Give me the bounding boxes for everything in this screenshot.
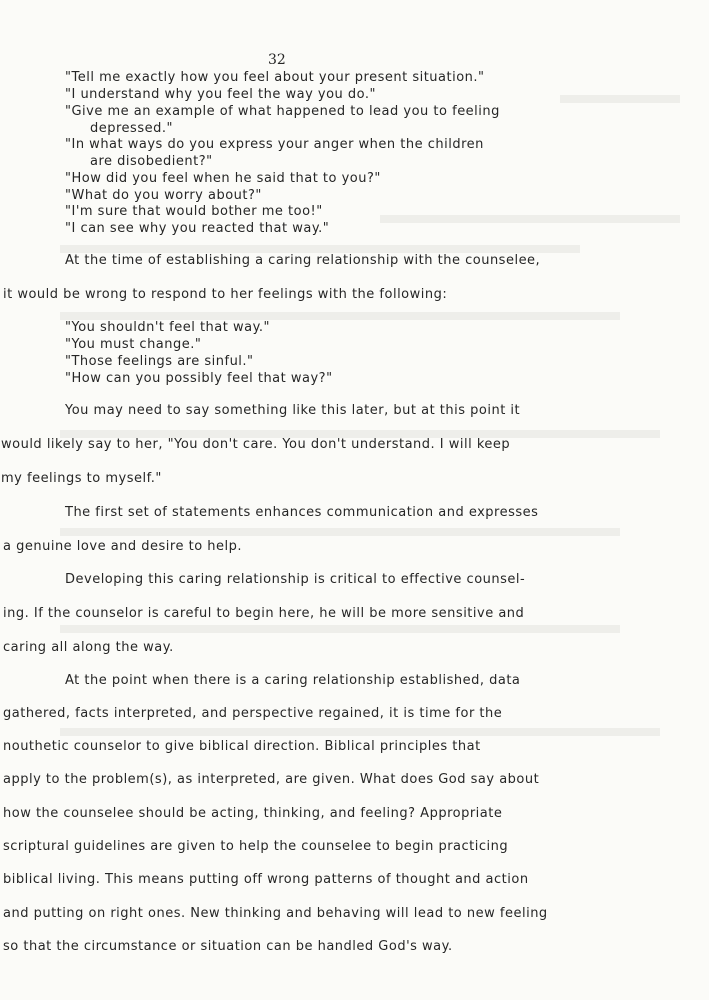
quote-line: "I'm sure that would bother me too!" [65, 204, 323, 219]
text-line: scriptural guidelines are given to help the counselee to begin practicing [3, 839, 509, 854]
text-line: and putting on right ones. New thinking and behaving will lead to new feeling [3, 906, 548, 921]
text-line: ing. If the counselor is careful to begin here, he will be more sensitive and [3, 606, 525, 621]
text-line: nouthetic counselor to give biblical direction. Biblical principles that [3, 739, 481, 754]
text-line: apply to the problem(s), as interpreted, are given. What does God say about [3, 772, 540, 787]
quote-line: "How did you feel when he said that to you?" [65, 171, 381, 186]
quote-line: "Those feelings are sinful." [65, 354, 254, 369]
text-line: biblical living. This means putting off wrong patterns of thought and action [3, 872, 529, 887]
text-line: caring all along the way. [3, 640, 174, 655]
page-number: 32 [268, 52, 286, 68]
quote-line: are disobedient?" [90, 154, 213, 169]
text-line: my feelings to myself." [1, 471, 162, 486]
quote-line: "In what ways do you express your anger when the children [65, 137, 484, 152]
quote-line: "How can you possibly feel that way?" [65, 371, 333, 386]
quote-line: "What do you worry about?" [65, 188, 262, 203]
text-line: The first set of statements enhances communication and expresses [65, 505, 539, 520]
text-line: a genuine love and desire to help. [3, 539, 243, 554]
quote-line: "Give me an example of what happened to lead you to feeling [65, 104, 500, 119]
quote-line: "You shouldn't feel that way." [65, 320, 271, 335]
quote-line: "I can see why you reacted that way." [65, 221, 330, 236]
text-line: You may need to say something like this later, but at this point it [65, 403, 521, 418]
text-line: gathered, facts interpreted, and perspective regained, it is time for the [3, 706, 503, 721]
quote-line: "I understand why you feel the way you do." [65, 87, 377, 102]
text-line: how the counselee should be acting, thinking, and feeling? Appropriate [3, 806, 503, 821]
quote-line: "Tell me exactly how you feel about your present situation." [65, 70, 485, 85]
text-line: would likely say to her, "You don't care. You don't understand. I will keep [1, 437, 511, 452]
quote-line: "You must change." [65, 337, 202, 352]
text-line: At the time of establishing a caring relationship with the counselee, [65, 253, 541, 268]
text-line: it would be wrong to respond to her feelings with the following: [3, 287, 448, 302]
text-line: so that the circumstance or situation can be handled God's way. [3, 939, 453, 954]
quote-line: depressed." [90, 121, 173, 136]
text-line: At the point when there is a caring relationship established, data [65, 673, 521, 688]
text-line: Developing this caring relationship is critical to effective counsel- [65, 572, 526, 587]
